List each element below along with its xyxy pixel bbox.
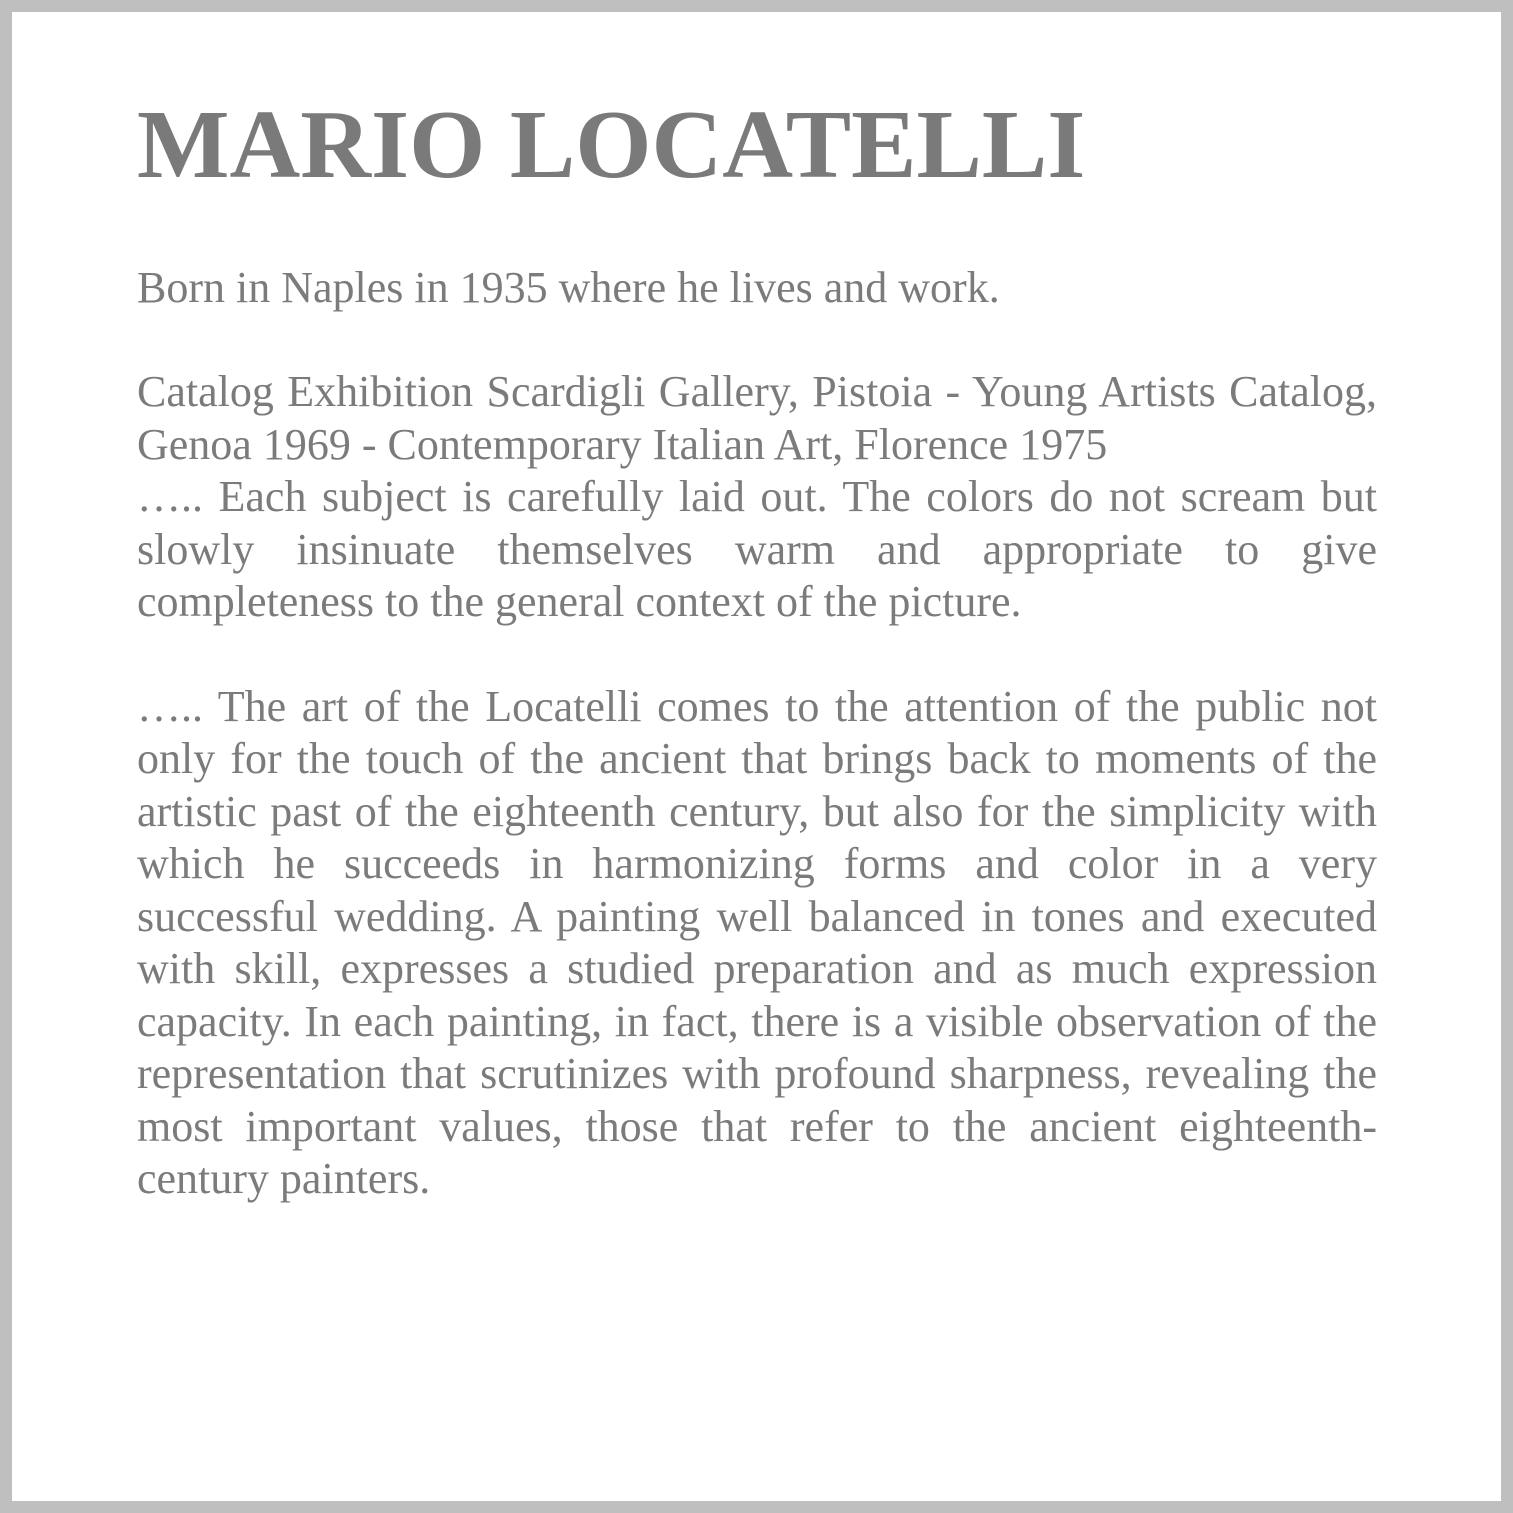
catalogs-paragraph: Catalog Exhibition Scardigli Gallery, Pistoia - Young Artists Catalog, Genoa 1969 - Contemporary Italian Art, Florence 1975	[137, 367, 1377, 469]
document-content	[137, 92, 1377, 1206]
review-paragraph-2: ….. The art of the Locatelli comes to the attention of the public not only for the touch of the ancient that brings back to moments of the artistic past of the eighteenth century, but also for the simplicity with which he succeeds in harmonizing forms and color in a very successful wedding. A painting well balanced in tones and executed with skill, expresses a studied preparation and as much expression capacity. In each painting, in fact, there is a visible observation of the representation that scrutinizes with profound sharpness, revealing the most important values, those that refer to the ancient eighteenth-century painters.	[137, 681, 1377, 1204]
review-paragraph-1: ….. Each subject is carefully laid out. The colors do not scream but slowly insinuate themselves warm and appropriate to give completeness to the general context of the picture.	[137, 472, 1377, 627]
born-paragraph: Born in Naples in 1935 where he lives and work.	[137, 262, 1000, 312]
artist-name-title: MARIO LOCATELLI	[137, 91, 1086, 199]
